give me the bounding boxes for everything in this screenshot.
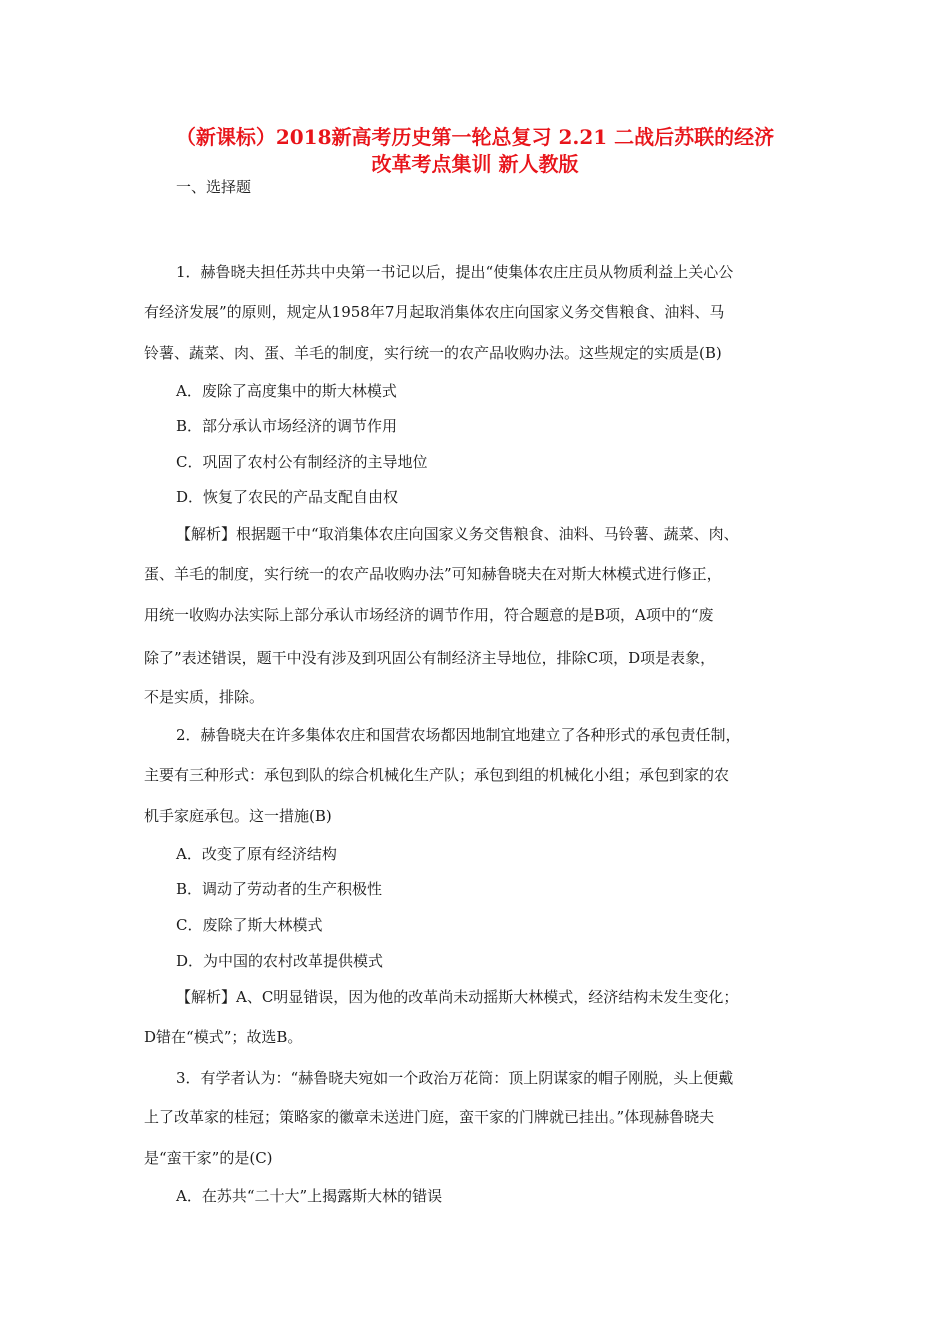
section-heading: 一、选择题 bbox=[176, 178, 252, 196]
q1-stem-line-3: 铃薯、蔬菜、肉、蛋、羊毛的制度，实行统一的农产品收购办法。这些规定的实质是(B) bbox=[144, 344, 722, 362]
q1-option-d: D．恢复了农民的产品支配自由权 bbox=[176, 488, 399, 506]
q3-option-a: A．在苏共“二十大”上揭露斯大林的错误 bbox=[176, 1187, 443, 1205]
q3-stem-line-2: 上了改革家的桂冠；策略家的徽章未送进门庭，蛮干家的门牌就已挂出。”体现赫鲁晓夫 bbox=[144, 1108, 715, 1126]
q1-analysis-line-3: 用统一收购办法实际上部分承认市场经济的调节作用，符合题意的是B项，A项中的“废 bbox=[144, 606, 714, 624]
q2-option-d: D．为中国的农村改革提供模式 bbox=[176, 952, 384, 970]
document-title-line-1: （新课标）2018新高考历史第一轮总复习 2.21 二战后苏联的经济 bbox=[175, 125, 775, 149]
q1-analysis-line-2: 蛋、羊毛的制度，实行统一的农产品收购办法”可知赫鲁晓夫在对斯大林模式进行修正， bbox=[144, 565, 722, 583]
q2-stem-line-2: 主要有三种形式：承包到队的综合机械化生产队；承包到组的机械化小组；承包到家的农 bbox=[144, 766, 730, 784]
q2-option-c: C．废除了斯大林模式 bbox=[176, 916, 323, 934]
q1-stem-line-1: 1．赫鲁晓夫担任苏共中央第一书记以后，提出“使集体农庄庄员从物质利益上关心公 bbox=[176, 263, 734, 281]
q2-option-a: A．改变了原有经济结构 bbox=[176, 845, 337, 863]
q2-option-b: B．调动了劳动者的生产积极性 bbox=[176, 880, 383, 898]
q2-stem-line-3: 机手家庭承包。这一措施(B) bbox=[144, 807, 332, 825]
q1-analysis-line-1: 【解析】根据题干中“取消集体农庄向国家义务交售粮食、油料、马铃薯、蔬菜、肉、 bbox=[176, 525, 739, 543]
document-title-line-2: 改革考点集训 新人教版 bbox=[371, 152, 579, 176]
q1-option-c: C．巩固了农村公有制经济的主导地位 bbox=[176, 453, 428, 471]
q1-option-a: A．废除了高度集中的斯大林模式 bbox=[176, 382, 397, 400]
q1-analysis-line-4: 除了”表述错误，题干中没有涉及到巩固公有制经济主导地位，排除C项，D项是表象， bbox=[144, 649, 716, 667]
q2-stem-line-1: 2．赫鲁晓夫在许多集体农庄和国营农场都因地制宜地建立了各种形式的承包责任制， bbox=[176, 726, 741, 744]
q1-stem-line-2: 有经济发展”的原则，规定从1958年7月起取消集体农庄向国家义务交售粮食、油料、马 bbox=[144, 303, 725, 321]
q1-option-b: B．部分承认市场经济的调节作用 bbox=[176, 417, 398, 435]
q1-analysis-line-5: 不是实质，排除。 bbox=[144, 688, 265, 706]
q3-stem-line-3: 是“蛮干家”的是(C) bbox=[144, 1149, 273, 1167]
q2-analysis-line-1: 【解析】A、C明显错误，因为他的改革尚未动摇斯大林模式，经济结构未发生变化； bbox=[176, 988, 739, 1006]
q2-analysis-line-2: D错在“模式”；故选B。 bbox=[144, 1028, 303, 1046]
q3-stem-line-1: 3．有学者认为：“赫鲁晓夫宛如一个政治万花筒：顶上阴谋家的帽子刚脱，头上便戴 bbox=[176, 1069, 734, 1087]
